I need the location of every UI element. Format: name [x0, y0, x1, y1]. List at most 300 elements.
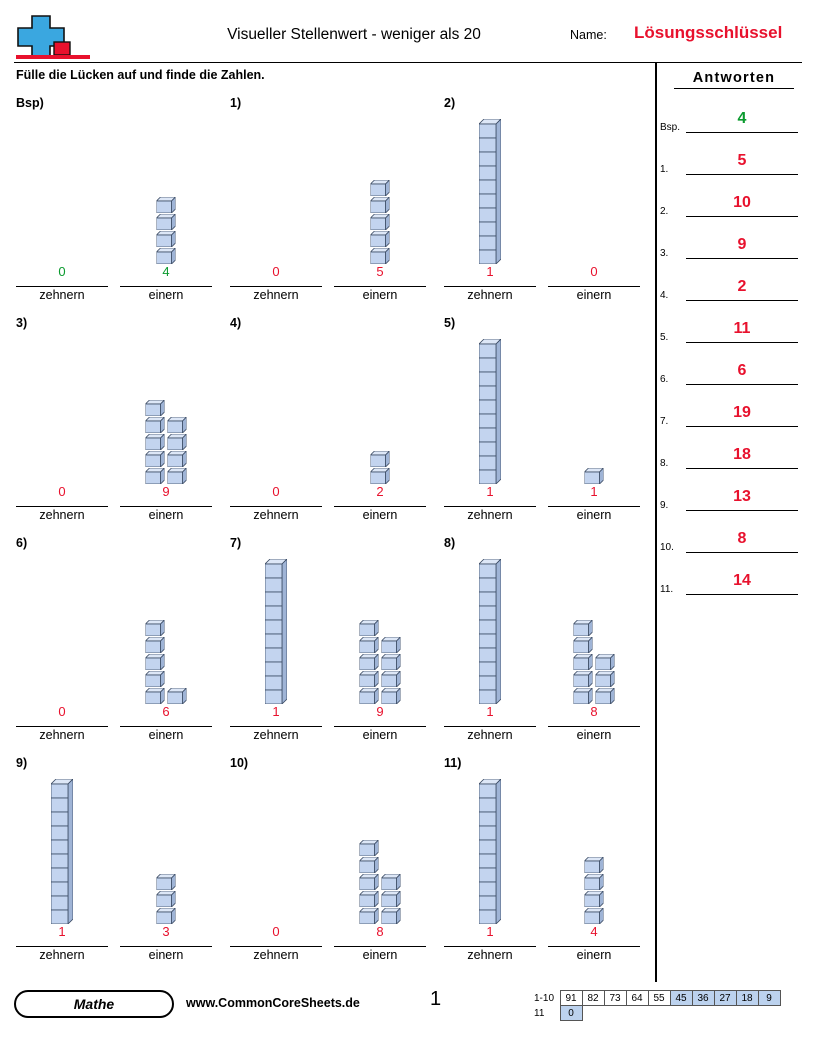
- tens-column: [10, 544, 114, 704]
- problem-label: 10): [230, 756, 249, 770]
- problem-label: 7): [230, 536, 242, 550]
- problem-label: 11): [444, 756, 462, 770]
- tens-answer[interactable]: 0: [58, 484, 66, 499]
- ones-column: [328, 544, 432, 704]
- problem-label: 8): [444, 536, 456, 550]
- scale-cell: 36: [692, 991, 714, 1006]
- ones-rule: [548, 286, 640, 287]
- answer-value[interactable]: 14: [733, 572, 751, 589]
- unit-cube-icon: [585, 857, 604, 873]
- tens-label: zehnern: [39, 288, 85, 302]
- answer-rule: [686, 132, 798, 133]
- ones-label: einern: [362, 508, 398, 522]
- ones-rule: [334, 726, 426, 727]
- tens-rule: [444, 726, 536, 727]
- problem-label: 4): [230, 316, 242, 330]
- unit-cube-icon: [157, 908, 176, 924]
- problem-0: [10, 96, 222, 314]
- answer-key-number: 7.: [660, 416, 669, 427]
- ones-answer[interactable]: 3: [162, 924, 170, 939]
- answer-item: [660, 488, 802, 526]
- unit-cube-icon: [360, 908, 379, 924]
- problem-label: 3): [16, 316, 28, 330]
- ones-blocks: [157, 874, 176, 924]
- unit-cube-icon: [371, 248, 390, 264]
- unit-cube-icon: [574, 671, 593, 687]
- ones-answer[interactable]: 1: [590, 484, 598, 499]
- unit-cube-icon: [382, 908, 401, 924]
- unit-cube-icon: [146, 671, 165, 687]
- unit-cube-icon: [371, 214, 390, 230]
- name-label: Name:: [570, 28, 607, 42]
- tens-column: [224, 324, 328, 484]
- blocks-area: [224, 104, 436, 264]
- problem-label: 2): [444, 96, 456, 110]
- tens-rule: [444, 946, 536, 947]
- answer-item: [660, 194, 802, 232]
- unit-cube-icon: [157, 874, 176, 890]
- tens-blocks: [479, 339, 501, 484]
- answer-item: [660, 362, 802, 400]
- scale-cell: 64: [626, 991, 648, 1006]
- plus-blocks-logo-icon: [14, 14, 90, 60]
- problem-1: [224, 96, 436, 314]
- answer-item: [660, 320, 802, 358]
- ones-label: einern: [362, 728, 398, 742]
- answer-item: [660, 236, 802, 274]
- blocks-area: [10, 104, 222, 264]
- tens-label: zehnern: [39, 728, 85, 742]
- scale-cell: 73: [604, 991, 626, 1006]
- answer-rule: [686, 594, 798, 595]
- ones-blocks: [360, 840, 401, 924]
- ones-rule: [120, 506, 212, 507]
- blocks-area: [10, 764, 222, 924]
- answer-value[interactable]: 4: [737, 110, 747, 127]
- problem-4: [224, 316, 436, 534]
- tens-answer[interactable]: 0: [58, 704, 66, 719]
- ones-rule: [548, 506, 640, 507]
- answer-value[interactable]: 5: [737, 152, 747, 169]
- unit-cube-icon: [168, 468, 187, 484]
- unit-cube-icon: [360, 688, 379, 704]
- answer-key-number: 5.: [660, 332, 669, 343]
- tens-rod-icon: [479, 559, 501, 704]
- scale-cell: 55: [648, 991, 670, 1006]
- ones-label: einern: [576, 508, 612, 522]
- tens-answer[interactable]: 1: [486, 264, 494, 279]
- scale-table: [534, 990, 781, 1021]
- tens-answer[interactable]: 0: [58, 264, 66, 279]
- answers-divider: [655, 62, 657, 982]
- problem-label: 1): [230, 96, 242, 110]
- answer-item: [660, 572, 802, 610]
- ones-label: einern: [362, 288, 398, 302]
- page-number: 1: [430, 988, 442, 1010]
- problem-label: 9): [16, 756, 28, 770]
- tens-rule: [16, 726, 108, 727]
- answer-rule: [686, 342, 798, 343]
- tens-blocks: [479, 559, 501, 704]
- unit-cube-icon: [146, 451, 165, 467]
- answer-row: [224, 924, 436, 946]
- answer-key-number: 8.: [660, 458, 669, 469]
- answer-key-number: 4.: [660, 290, 669, 301]
- answer-row: [438, 704, 650, 726]
- unit-cube-icon: [371, 180, 390, 196]
- answer-key-number: 6.: [660, 374, 669, 385]
- problem-3: [10, 316, 222, 534]
- unit-cube-icon: [146, 620, 165, 636]
- unit-cube-icon: [157, 248, 176, 264]
- answer-row: [224, 484, 436, 506]
- unit-cube-icon: [168, 434, 187, 450]
- tens-rule: [16, 506, 108, 507]
- answer-key-number: 1.: [660, 164, 669, 175]
- unit-cube-icon: [371, 231, 390, 247]
- answer-rule: [686, 468, 798, 469]
- ones-blocks: [585, 468, 604, 484]
- tens-column: [224, 104, 328, 264]
- problems-grid: [10, 96, 650, 976]
- answer-key-number: 9.: [660, 500, 669, 511]
- subject-badge: Mathe: [14, 990, 174, 1018]
- unit-cube-icon: [146, 688, 165, 704]
- tens-rod-icon: [51, 779, 73, 924]
- answer-item: [660, 530, 802, 568]
- answer-rule: [686, 258, 798, 259]
- answer-value[interactable]: 13: [733, 488, 751, 505]
- unit-cube-icon: [168, 688, 187, 704]
- scale-cell: 9: [758, 991, 780, 1006]
- ones-label: einern: [576, 288, 612, 302]
- answer-value[interactable]: 9: [737, 236, 747, 253]
- answer-key-number: 11.: [660, 584, 674, 595]
- tens-blocks: [51, 779, 73, 924]
- unit-cube-icon: [360, 654, 379, 670]
- ones-label: einern: [148, 288, 184, 302]
- problem-label: 5): [444, 316, 456, 330]
- ones-label: einern: [148, 948, 184, 962]
- unit-cube-icon: [382, 688, 401, 704]
- ones-blocks: [146, 620, 187, 704]
- tens-label: zehnern: [39, 948, 85, 962]
- problem-2: [438, 96, 650, 314]
- unit-cube-icon: [360, 840, 379, 856]
- unit-cube-icon: [585, 468, 604, 484]
- unit-cube-icon: [146, 434, 165, 450]
- tens-rule: [444, 506, 536, 507]
- answer-rule: [686, 300, 798, 301]
- tens-rule: [230, 506, 322, 507]
- unit-cube-icon: [157, 231, 176, 247]
- unit-cube-icon: [574, 688, 593, 704]
- answers-panel: [660, 66, 802, 626]
- ones-rule: [120, 946, 212, 947]
- tens-column: [224, 544, 328, 704]
- tens-answer[interactable]: 1: [272, 704, 280, 719]
- answer-value[interactable]: 11: [733, 320, 751, 337]
- tens-label: zehnern: [467, 508, 513, 522]
- ones-label: einern: [576, 948, 612, 962]
- unit-cube-icon: [360, 857, 379, 873]
- ones-blocks: [360, 620, 401, 704]
- tens-answer[interactable]: 1: [58, 924, 66, 939]
- unit-cube-icon: [371, 197, 390, 213]
- answer-row: [438, 484, 650, 506]
- answer-row: [10, 484, 222, 506]
- unit-cube-icon: [371, 451, 390, 467]
- unit-cube-icon: [157, 891, 176, 907]
- tens-answer[interactable]: 1: [486, 484, 494, 499]
- problem-6: [10, 536, 222, 754]
- unit-cube-icon: [146, 637, 165, 653]
- ones-answer[interactable]: 8: [376, 924, 384, 939]
- answer-rule: [686, 384, 798, 385]
- scale-cell: 91: [560, 991, 582, 1006]
- unit-cube-icon: [382, 891, 401, 907]
- unit-cube-icon: [371, 468, 390, 484]
- ones-answer[interactable]: 4: [590, 924, 598, 939]
- tens-rod-icon: [479, 779, 501, 924]
- tens-label: zehnern: [253, 508, 299, 522]
- answer-rule: [686, 216, 798, 217]
- answer-rule: [686, 510, 798, 511]
- unit-cube-icon: [382, 874, 401, 890]
- problem-5: [438, 316, 650, 534]
- answer-item: [660, 446, 802, 484]
- unit-cube-icon: [360, 891, 379, 907]
- scale-cell: 27: [714, 991, 736, 1006]
- instructions: Fülle die Lücken auf und finde die Zahlen.: [16, 68, 265, 82]
- tens-rule: [444, 286, 536, 287]
- blocks-area: [438, 324, 650, 484]
- scale-range-label: 1-10: [534, 992, 555, 1004]
- unit-cube-icon: [157, 214, 176, 230]
- problem-10: [224, 756, 436, 974]
- answer-rule: [686, 426, 798, 427]
- unit-cube-icon: [596, 654, 615, 670]
- ones-label: einern: [148, 508, 184, 522]
- tens-column: [10, 324, 114, 484]
- unit-cube-icon: [574, 620, 593, 636]
- scale-range-label: 11: [534, 1007, 545, 1019]
- problem-label: 6): [16, 536, 28, 550]
- answer-value[interactable]: 6: [737, 362, 747, 379]
- scale-cell: 45: [670, 991, 692, 1006]
- unit-cube-icon: [146, 400, 165, 416]
- answer-value[interactable]: 19: [733, 404, 751, 421]
- tens-answer[interactable]: 0: [272, 264, 280, 279]
- ones-column: [542, 544, 646, 704]
- unit-cube-icon: [157, 197, 176, 213]
- answer-value[interactable]: 2: [737, 278, 747, 295]
- ones-answer[interactable]: 8: [590, 704, 598, 719]
- answer-rule: [686, 552, 798, 553]
- problem-7: [224, 536, 436, 754]
- ones-rule: [548, 946, 640, 947]
- unit-cube-icon: [382, 637, 401, 653]
- ones-column: [114, 324, 218, 484]
- tens-column: [10, 104, 114, 264]
- blocks-area: [438, 544, 650, 704]
- tens-answer[interactable]: 1: [486, 704, 494, 719]
- answer-item: [660, 404, 802, 442]
- blocks-area: [224, 324, 436, 484]
- unit-cube-icon: [360, 637, 379, 653]
- tens-column: [438, 104, 542, 264]
- ones-blocks: [585, 857, 604, 924]
- answer-item: [660, 110, 802, 148]
- ones-answer[interactable]: 2: [376, 484, 384, 499]
- unit-cube-icon: [382, 654, 401, 670]
- blocks-area: [438, 104, 650, 264]
- answer-row: [438, 264, 650, 286]
- problem-label: Bsp): [16, 96, 44, 110]
- answer-key-number: 10.: [660, 542, 674, 553]
- ones-answer[interactable]: 5: [376, 264, 384, 279]
- tens-rule: [16, 286, 108, 287]
- tens-label: zehnern: [39, 508, 85, 522]
- ones-rule: [334, 946, 426, 947]
- ones-rule: [334, 286, 426, 287]
- ones-column: [114, 764, 218, 924]
- ones-rule: [548, 726, 640, 727]
- tens-rule: [16, 946, 108, 947]
- blocks-area: [10, 544, 222, 704]
- page-title: Visueller Stellenwert - weniger als 20: [227, 26, 481, 43]
- header: [14, 14, 802, 60]
- unit-cube-icon: [168, 417, 187, 433]
- answer-row: [10, 264, 222, 286]
- answer-key-number: 3.: [660, 248, 669, 259]
- header-divider: [14, 62, 802, 63]
- tens-answer[interactable]: 0: [272, 484, 280, 499]
- tens-rule: [230, 726, 322, 727]
- answer-value[interactable]: 18: [733, 446, 751, 463]
- tens-label: zehnern: [253, 288, 299, 302]
- ones-column: [114, 104, 218, 264]
- ones-column: [328, 764, 432, 924]
- ones-answer[interactable]: 0: [590, 264, 598, 279]
- tens-column: [10, 764, 114, 924]
- problem-11: [438, 756, 650, 974]
- ones-answer[interactable]: 4: [162, 264, 170, 279]
- ones-blocks: [371, 180, 390, 264]
- ones-column: [542, 764, 646, 924]
- website-url: www.CommonCoreSheets.de: [186, 996, 360, 1010]
- answer-item: [660, 278, 802, 316]
- tens-label: zehnern: [467, 728, 513, 742]
- tens-rod-icon: [479, 119, 501, 264]
- ones-blocks: [574, 620, 615, 704]
- ones-blocks: [371, 451, 390, 484]
- tens-rod-icon: [265, 559, 287, 704]
- answer-row: [438, 924, 650, 946]
- answer-row: [224, 264, 436, 286]
- ones-rule: [120, 286, 212, 287]
- ones-blocks: [146, 400, 187, 484]
- ones-rule: [120, 726, 212, 727]
- answer-key-number: Bsp.: [660, 122, 681, 133]
- tens-answer[interactable]: 0: [272, 924, 280, 939]
- answers-title: Antworten: [674, 70, 794, 89]
- blocks-area: [224, 764, 436, 924]
- unit-cube-icon: [596, 688, 615, 704]
- answer-item: [660, 152, 802, 190]
- ones-column: [328, 104, 432, 264]
- score-scale: [534, 990, 781, 1021]
- tens-label: zehnern: [467, 288, 513, 302]
- answer-value[interactable]: 8: [737, 530, 747, 547]
- unit-cube-icon: [585, 908, 604, 924]
- problem-9: [10, 756, 222, 974]
- unit-cube-icon: [585, 874, 604, 890]
- tens-rod-icon: [479, 339, 501, 484]
- ones-column: [542, 324, 646, 484]
- tens-label: zehnern: [467, 948, 513, 962]
- blocks-area: [10, 324, 222, 484]
- answer-rule: [686, 174, 798, 175]
- unit-cube-icon: [585, 891, 604, 907]
- ones-rule: [334, 506, 426, 507]
- ones-answer[interactable]: 6: [162, 704, 170, 719]
- scale-cell: 0: [560, 1006, 582, 1021]
- answer-value[interactable]: 10: [733, 194, 751, 211]
- unit-cube-icon: [574, 637, 593, 653]
- tens-label: zehnern: [253, 728, 299, 742]
- ones-answer[interactable]: 9: [162, 484, 170, 499]
- footer: [14, 990, 802, 1044]
- scale-cell: 82: [582, 991, 604, 1006]
- unit-cube-icon: [146, 654, 165, 670]
- ones-column: [542, 104, 646, 264]
- tens-column: [438, 764, 542, 924]
- problem-8: [438, 536, 650, 754]
- blocks-area: [438, 764, 650, 924]
- unit-cube-icon: [146, 468, 165, 484]
- tens-column: [224, 764, 328, 924]
- ones-label: einern: [362, 948, 398, 962]
- unit-cube-icon: [574, 654, 593, 670]
- answer-row: [224, 704, 436, 726]
- tens-blocks: [479, 119, 501, 264]
- answer-key-number: 2.: [660, 206, 669, 217]
- tens-column: [438, 544, 542, 704]
- answer-row: [10, 704, 222, 726]
- unit-cube-icon: [382, 671, 401, 687]
- tens-blocks: [265, 559, 287, 704]
- ones-column: [114, 544, 218, 704]
- unit-cube-icon: [168, 451, 187, 467]
- tens-column: [438, 324, 542, 484]
- tens-answer[interactable]: 1: [486, 924, 494, 939]
- unit-cube-icon: [360, 671, 379, 687]
- scale-cell: 18: [736, 991, 758, 1006]
- tens-rule: [230, 946, 322, 947]
- blocks-area: [224, 544, 436, 704]
- ones-label: einern: [148, 728, 184, 742]
- tens-blocks: [479, 779, 501, 924]
- unit-cube-icon: [360, 620, 379, 636]
- tens-rule: [230, 286, 322, 287]
- unit-cube-icon: [360, 874, 379, 890]
- unit-cube-icon: [596, 671, 615, 687]
- ones-column: [328, 324, 432, 484]
- answer-row: [10, 924, 222, 946]
- ones-answer[interactable]: 9: [376, 704, 384, 719]
- unit-cube-icon: [146, 417, 165, 433]
